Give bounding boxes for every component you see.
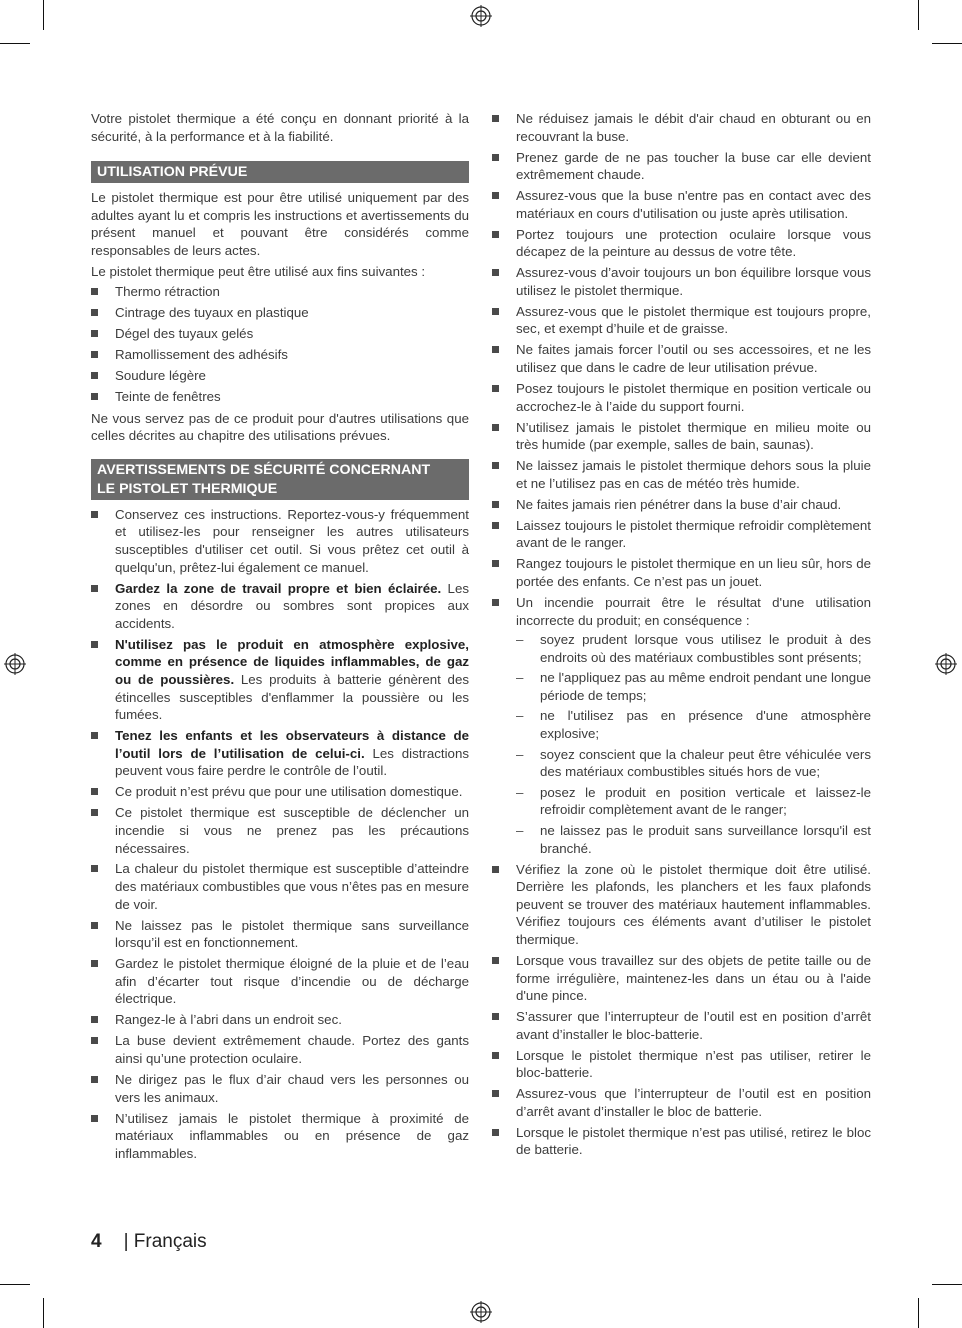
section-heading-safety-warnings bbox=[91, 459, 469, 500]
list-item: Vérifiez la zone où le pistolet thermique doit être utilisé. Derrière les plafonds, les planchers et les faux plafonds peuvent se trouver des matériaux hautement inflammables. Vérifiez toujours ces éléments avant d’utiliser le pistolet thermique. bbox=[492, 861, 871, 949]
list-item: Ramollissement des adhésifs bbox=[91, 346, 469, 364]
list-item: Teinte de fenêtres bbox=[91, 388, 469, 406]
fire-precautions-list bbox=[516, 631, 871, 857]
warning-text: Gardez le pistolet thermique éloigné de la pluie et de l’eau afin d’écarter tout risque d’incendie ou de décharge électrique. bbox=[115, 956, 469, 1007]
section-heading-intended-use: UTILISATION PRÉVUE bbox=[91, 161, 469, 183]
warning-text: N’utilisez jamais le pistolet thermique à proximité de matériaux inflammables ou en présence de gaz inflammables. bbox=[115, 1110, 469, 1161]
crop-mark bbox=[43, 0, 44, 30]
intended-use-paragraph: Le pistolet thermique est pour être utilisé uniquement par des adultes ayant lu et compris les instructions et avertissements du présent manuel et pouvant être considérés comme responsables de leurs actes. bbox=[91, 190, 469, 258]
list-item bbox=[91, 506, 469, 576]
intended-use-restriction: Ne vous servez pas de ce produit pour d'autres utilisations que celles décrites au chapitre des utilisations prévues. bbox=[91, 410, 469, 444]
language-label: | Français bbox=[123, 1231, 207, 1252]
crop-mark bbox=[932, 43, 962, 44]
warning-text: Ce pistolet thermique est susceptible de déclencher un incendie si vous ne prenez pas les précautions nécessaires. bbox=[115, 805, 469, 856]
crop-mark bbox=[918, 0, 919, 30]
intro-paragraph: Votre pistolet thermique a été conçu en donnant priorité à la sécurité, à la performance et à la fiabilité. bbox=[91, 111, 469, 144]
warning-bold: Tenez les enfants et les observateurs à distance de l’outil lors de l’utilisation de celui-ci. bbox=[115, 728, 469, 761]
page-footer bbox=[91, 1230, 207, 1254]
list-item: Assurez-vous que l’interrupteur de l’outil est en position d’arrêt avant d’installer le bloc de batterie. bbox=[492, 1085, 871, 1120]
list-item bbox=[91, 1110, 469, 1163]
safety-warnings-list bbox=[91, 506, 469, 1162]
list-item: Prenez garde de ne pas toucher la buse car elle devient extrêmement chaude. bbox=[492, 149, 871, 184]
list-item bbox=[91, 783, 469, 801]
list-item bbox=[91, 804, 469, 857]
right-column bbox=[492, 110, 871, 1163]
warning-text: Ne laissez pas le pistolet thermique sans surveillance lorsqu’il est en fonctionnement. bbox=[115, 917, 469, 951]
sub-list-item: – ne laissez pas le produit sans surveillance lorsqu'il est branché. bbox=[516, 822, 871, 857]
heading-line: LE PISTOLET THERMIQUE bbox=[97, 480, 278, 497]
list-item bbox=[91, 580, 469, 633]
list-item: Thermo rétraction bbox=[91, 283, 469, 301]
list-item bbox=[91, 1071, 469, 1106]
crop-mark bbox=[0, 43, 30, 44]
sub-list-item: – soyez prudent lorsque vous utilisez le produit à des endroits où des matériaux combustibles sont présents; bbox=[516, 631, 871, 666]
list-item bbox=[91, 917, 469, 952]
safety-warnings-list-continued bbox=[492, 110, 871, 1159]
warning-text: La buse devient extrêmement chaude. Portez des gants ainsi qu’une protection oculaire. bbox=[115, 1033, 469, 1066]
sub-list-item: – posez le produit en position verticale et laissez-le refroidir complètement avant de le ranger; bbox=[516, 784, 871, 819]
list-item: Lorsque le pistolet thermique n’est pas utiliser, retirer le bloc-batterie. bbox=[492, 1047, 871, 1082]
list-item: Assurez-vous que le pistolet thermique est toujours propre, sec, et exempt d’huile et de graisse. bbox=[492, 303, 871, 338]
list-item: Assurez-vous que la buse n'entre pas en contact avec des matériaux en cours d'utilisation ou juste après utilisation. bbox=[492, 187, 871, 222]
list-item: Lorsque vous travaillez sur des objets de petite taille ou de forme irrégulière, maintenez-les dans un étau ou à l'aide d'une pince. bbox=[492, 952, 871, 1005]
list-item bbox=[91, 636, 469, 724]
sub-list-item: – soyez conscient que la chaleur peut être véhiculée vers des matériaux combustibles situés hors de vue; bbox=[516, 746, 871, 781]
crop-mark bbox=[43, 1298, 44, 1328]
list-item bbox=[91, 1032, 469, 1067]
list-item: Assurez-vous d’avoir toujours un bon équilibre lorsque vous utilisez le pistolet thermique. bbox=[492, 264, 871, 299]
crop-mark bbox=[932, 1284, 962, 1285]
warning-text: Conservez ces instructions. Reportez-vous-y fréquemment et utilisez-les pour renseigner les autres utilisateurs susceptibles d'utiliser cet outil. Si vous prêtez cet outil à quelqu'un, prêtez-lui également ce manuel. bbox=[115, 506, 469, 575]
list-item bbox=[91, 1011, 469, 1029]
heading-line: AVERTISSEMENTS DE SÉCURITÉ CONCERNANT bbox=[97, 461, 431, 478]
list-item: Soudure légère bbox=[91, 367, 469, 385]
registration-mark-icon bbox=[470, 5, 492, 27]
list-item: Ne laissez jamais le pistolet thermique dehors sous la pluie et ne l’utilisez pas en cas de météo très humide. bbox=[492, 457, 871, 492]
sub-list-item: – ne l'appliquez pas au même endroit pendant une longue période de temps; bbox=[516, 669, 871, 704]
fire-warning-text: Un incendie pourrait être le résultat d'une utilisation incorrecte du produit; en conséquence : bbox=[516, 594, 871, 628]
warning-text: Rangez-le à l’abri dans un endroit sec. bbox=[115, 1012, 342, 1028]
list-item: Ne faites jamais forcer l’outil ou ses accessoires, et ne les utilisez que dans le cadre de leur utilisation prévue. bbox=[492, 341, 871, 376]
warning-bold: N'utilisez pas le produit en atmosphère explosive, comme en présence de liquides inflammables, de gaz ou de poussières. bbox=[115, 636, 469, 687]
warning-text: Les distractions peuvent vous faire perdre le contrôle de l’outil. bbox=[115, 745, 469, 779]
warning-text: Ne dirigez pas le flux d’air chaud vers les personnes ou vers les animaux. bbox=[115, 1071, 469, 1105]
list-item: Portez toujours une protection oculaire lorsque vous décapez de la peinture au dessus de votre tête. bbox=[492, 226, 871, 261]
list-item bbox=[492, 594, 871, 857]
list-item: S’assurer que l’interrupteur de l’outil est en position d’arrêt avant d’installer le bloc-batterie. bbox=[492, 1008, 871, 1043]
list-item bbox=[91, 727, 469, 780]
warning-text: Ce produit n’est prévu que pour une utilisation domestique. bbox=[115, 784, 463, 800]
list-item: Posez toujours le pistolet thermique en position verticale ou accrochez-le à l’aide du support fourni. bbox=[492, 380, 871, 415]
warning-text: Les produits à batterie génèrent des étincelles susceptibles d'enflammer la poussière ou les fumées. bbox=[115, 671, 469, 723]
list-item: N’utilisez jamais le pistolet thermique en milieu moite ou très humide (par exemple, salles de bain, saunas). bbox=[492, 419, 871, 454]
left-column bbox=[91, 110, 469, 1166]
crop-mark bbox=[0, 1284, 30, 1285]
sub-list-item: – ne l'utilisez pas en présence d'une atmosphère explosive; bbox=[516, 707, 871, 742]
warning-bold: Gardez la zone de travail propre et bien éclairée. bbox=[115, 580, 442, 596]
list-item bbox=[91, 860, 469, 913]
registration-mark-icon bbox=[470, 1301, 492, 1323]
list-item: Cintrage des tuyaux en plastique bbox=[91, 304, 469, 322]
list-item: Dégel des tuyaux gelés bbox=[91, 325, 469, 343]
list-item: Ne réduisez jamais le débit d'air chaud en obturant ou en recouvrant la buse. bbox=[492, 110, 871, 145]
page-number: 4 bbox=[91, 1231, 102, 1252]
list-item: Lorsque le pistolet thermique n’est pas utilisé, retirez le bloc de batterie. bbox=[492, 1124, 871, 1159]
warning-text: Les zones en désordre ou sombres sont propices aux accidents. bbox=[115, 580, 469, 631]
intended-use-purposes-intro: Le pistolet thermique peut être utilisé aux fins suivantes : bbox=[91, 263, 426, 279]
registration-mark-icon bbox=[4, 653, 26, 675]
intended-uses-list bbox=[91, 283, 469, 406]
list-item: Laissez toujours le pistolet thermique refroidir complètement avant de le ranger. bbox=[492, 517, 871, 552]
list-item bbox=[91, 955, 469, 1008]
list-item: Ne faites jamais rien pénétrer dans la buse d’air chaud. bbox=[492, 496, 871, 514]
warning-text: La chaleur du pistolet thermique est susceptible d’atteindre des matériaux combustibles que vous n’êtes pas en mesure de voir. bbox=[115, 861, 469, 912]
crop-mark bbox=[918, 1298, 919, 1328]
list-item: Rangez toujours le pistolet thermique en un lieu sûr, hors de portée des enfants. Ce n’est pas un jouet. bbox=[492, 555, 871, 590]
registration-mark-icon bbox=[935, 653, 957, 675]
